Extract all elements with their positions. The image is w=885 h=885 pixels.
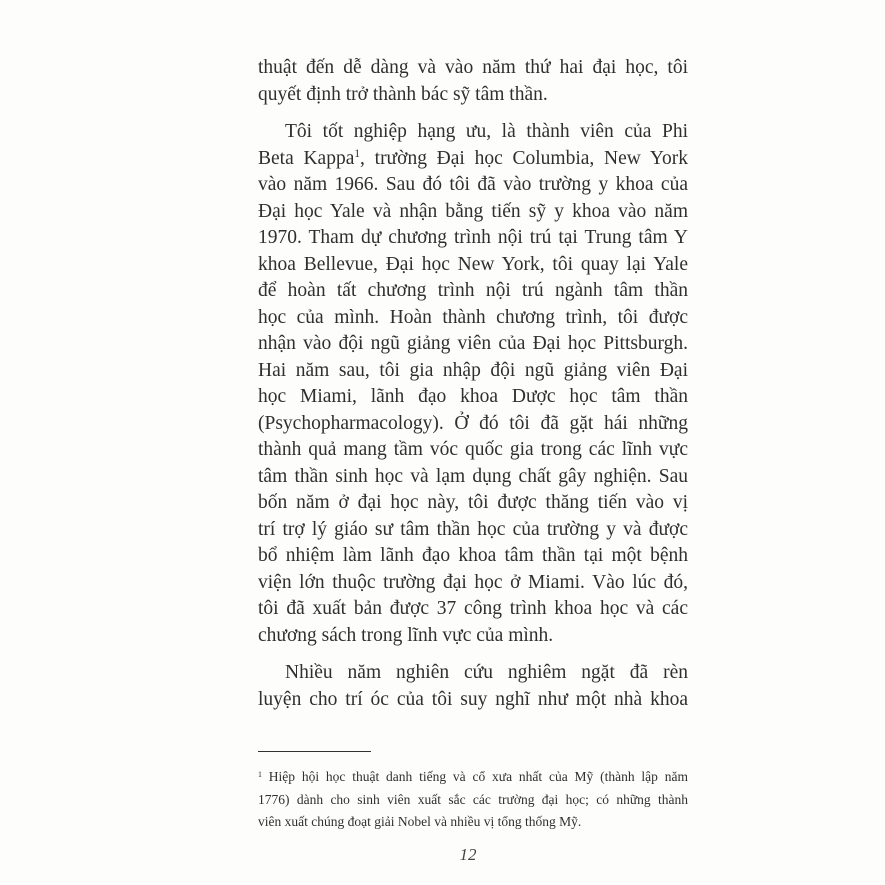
footnote-divider [258,751,371,752]
text-segment: , trường Đại học Columbia, New York [360,147,688,169]
footnote [258,766,688,834]
paragraph-research [258,660,688,713]
text-line: nhận vào đội ngũ giảng viên của Đại học Pittsburgh. [258,333,688,354]
main-text [258,55,688,713]
text-line: 1970. Tham dự chương trình nội trú tại Trung tâm Y [258,227,688,248]
text-line: thuật đến dễ dàng và vào năm thứ hai đại học, tôi [258,57,688,78]
text-line: thành quả mang tầm vóc quốc gia trong các lĩnh vực [258,439,688,460]
text-line: (Psychopharmacology). Ở đó tôi đã gặt hái những [258,412,688,434]
text-line: viện lớn thuộc trường đại học ở Miami. Vào lúc đó, [258,571,688,593]
footnote-marker: 1 [258,769,262,779]
text-line: chương sách trong lĩnh vực của mình. [258,624,554,646]
footnote-line: viên xuất chúng đoạt giải Nobel và nhiều vị tổng thống Mỹ. [258,814,582,829]
paragraph-education [258,119,688,649]
text-line [258,146,688,173]
text-line: vào năm 1966. Sau đó tôi đã vào trường y khoa của [258,174,688,195]
text-line: quyết định trở thành bác sỹ tâm thần. [258,83,548,105]
text-segment: Beta Kappa [258,147,355,169]
footnote-reference: 1 [354,148,361,161]
text-line: khoa Bellevue, Đại học New York, tôi quay lại Yale [258,253,688,275]
paragraph-continuation [258,55,688,108]
footnote-line: 1776) dành cho sinh viên xuất sắc các trường đại học; có những thành [258,791,688,807]
text-line: trí trợ lý giáo sư tâm thần học của trường y và được [258,518,688,540]
page-number: 12 [459,845,477,864]
text-line: bốn năm ở đại học này, tôi được thăng tiến vào vị [258,492,688,513]
text-line: tâm thần sinh học và lạm dụng chất gây nghiện. Sau [258,465,688,487]
text-line: tôi đã xuất bản được 37 công trình khoa học và các [258,598,688,619]
text-line: Hai năm sau, tôi gia nhập đội ngũ giảng viên Đại [258,359,688,381]
text-line: Đại học Yale và nhận bằng tiến sỹ y khoa vào năm [258,200,688,222]
text-line: bổ nhiệm làm lãnh đạo khoa tâm thần tại một bệnh [258,545,688,566]
text-line: luyện cho trí óc của tôi suy nghĩ như một nhà khoa [258,688,688,710]
text-line: Tôi tốt nghiệp hạng ưu, là thành viên của Phi [285,121,688,142]
footnote-text: Hiệp hội học thuật danh tiếng và cổ xưa nhất của Mỹ (thành lập năm [268,769,688,784]
text-line: học Miami, lãnh đạo khoa Dược học tâm thần [258,386,688,407]
text-line: học của mình. Hoàn thành chương trình, tôi được [258,306,688,328]
text-line: để hoàn tất chương trình nội trú ngành tâm thần [258,280,688,301]
text-line: Nhiều năm nghiên cứu nghiêm ngặt đã rèn [285,662,688,683]
footnote-line [258,766,688,789]
